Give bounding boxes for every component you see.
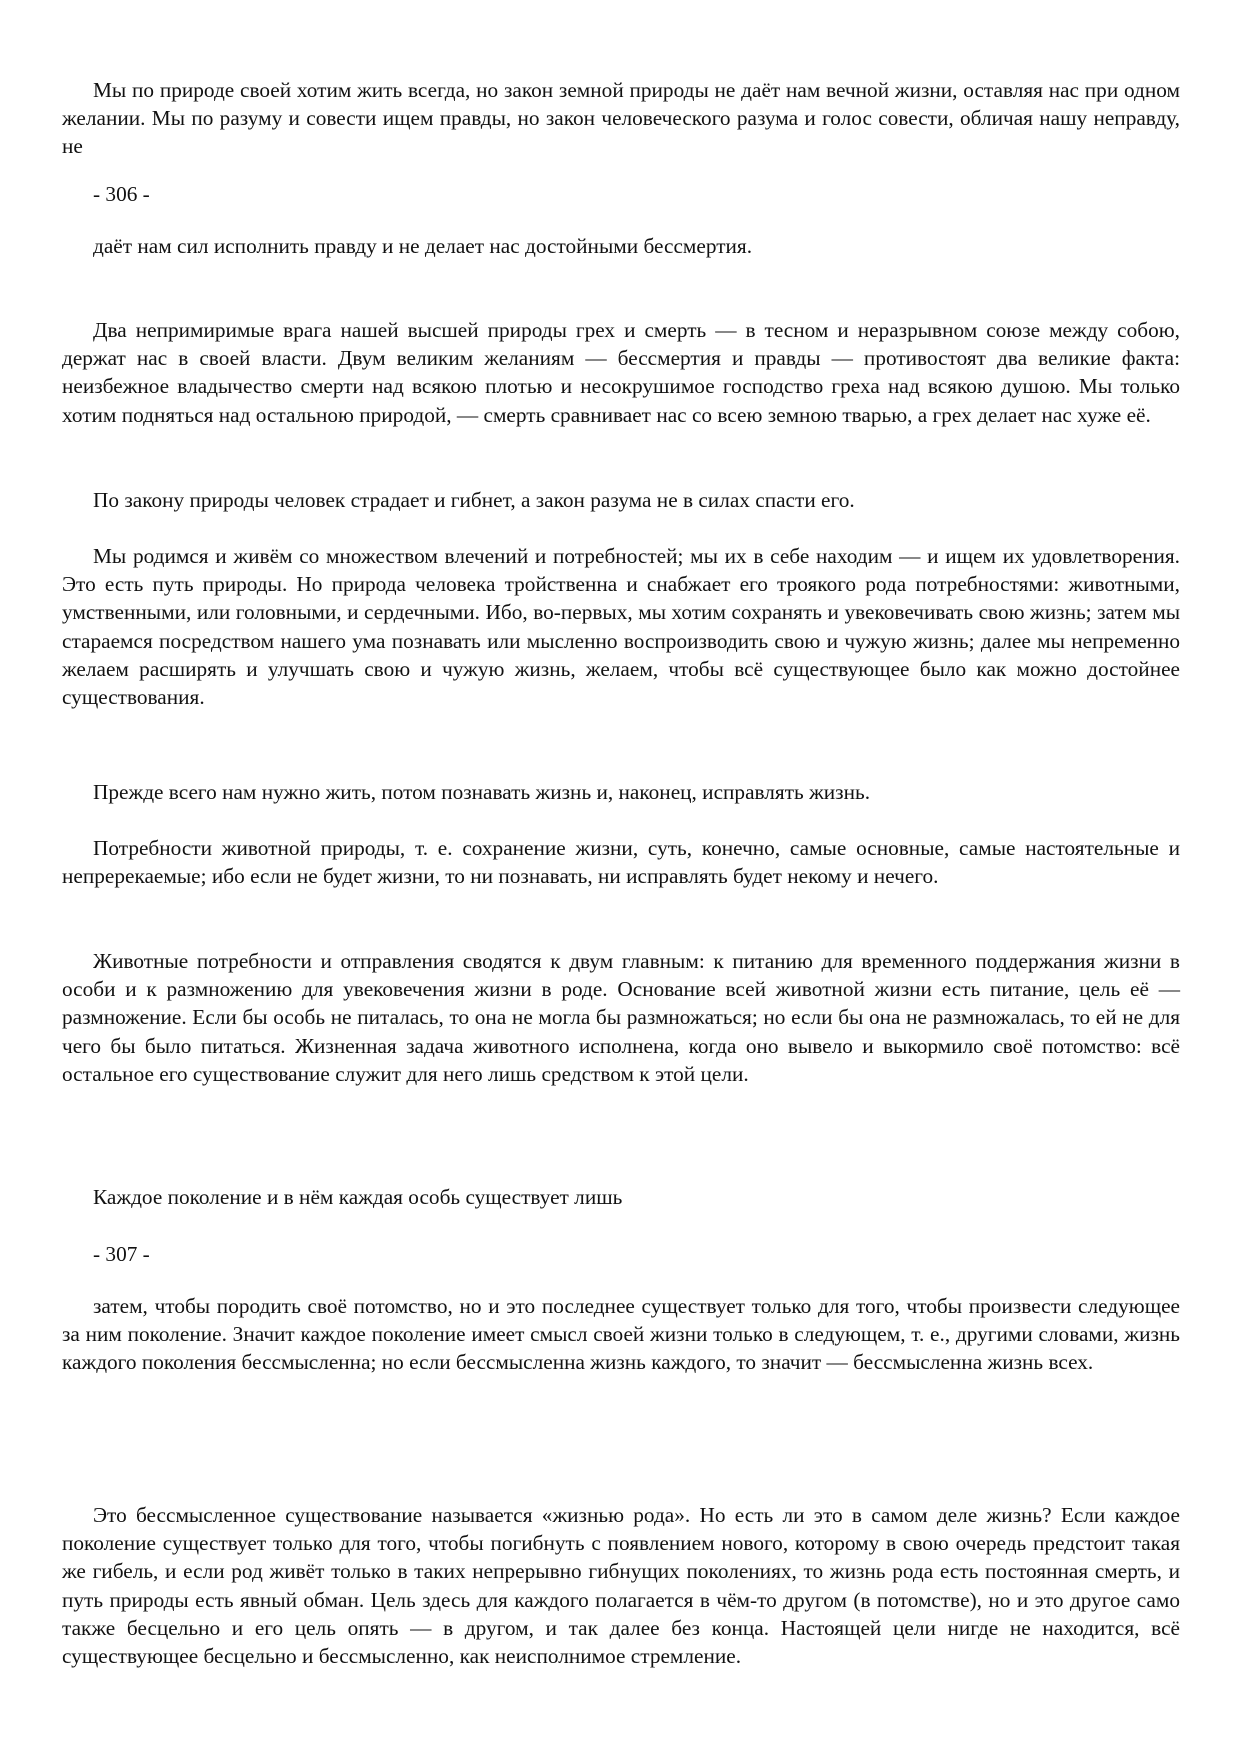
paragraph: Животные потребности и отправления сводятся к двум главным: к питанию для временного поддержания жизни в особи и к размножению для увековечения жизни в роде. Основание всей животной жизни есть питание, цель её — размножение. Если бы особь не питалась, то она не могла бы размножаться; но если бы она не размножалась, то ей не для чего бы было питаться. Жизненная задача животного исполнена, когда оно вывело и выкормило своё потомство: всё остальное его существование служит для него лишь средством к этой цели. <box>62 949 1180 1086</box>
paragraph: Каждое поколение и в нём каждая особь существует лишь <box>93 1185 623 1209</box>
paragraph: Мы родимся и живём со множеством влечений и потребностей; мы их в себе находим — и ищем их удовлетворения. Это есть путь природы. Но природа человека тройственна и снабжает его троякого рода потребностями: животными, умственными, или головными, и сердечными. Ибо, во-первых, мы хотим сохранять и увековечивать свою жизнь; затем мы стараемся посредством нашего ума познавать или мысленно воспроизводить свою и чужую жизнь; далее мы непременно желаем расширять и улучшать свою и чужую жизнь, желаем, чтобы всё существующее было как можно достойнее существования. <box>62 544 1180 710</box>
paragraph: Потребности животной природы, т. е. сохранение жизни, суть, конечно, самые основные, самые настоятельные и непререкаемые; ибо если не будет жизни, то ни познавать, ни исправлять будет некому и нечего. <box>62 836 1180 889</box>
page-number: - 306 - <box>93 182 150 206</box>
paragraph: По закону природы человек страдает и гибнет, а закон разума не в силах спасти его. <box>93 488 855 512</box>
paragraph: затем, чтобы породить своё потомство, но и это последнее существует только для того, чтобы произвести следующее за ним поколение. Значит каждое поколение имеет смысл своей жизни только в следующем, т. е., другими словами, жизнь каждого поколения бессмысленна; но если бессмысленна жизнь каждого, то значит — бессмысленна жизнь всех. <box>62 1294 1180 1375</box>
paragraph: Прежде всего нам нужно жить, потом познавать жизнь и, наконец, исправлять жизнь. <box>93 780 871 804</box>
paragraph: даёт нам сил исполнить правду и не делает нас достойными бессмертия. <box>93 234 753 258</box>
paragraph: Два непримиримые врага нашей высшей природы грех и смерть — в тесном и неразрывном союзе между собою, держат нас в своей власти. Двум великим желаниям — бессмертия и правды — противостоят два великие факта: неизбежное владычество смерти над всякою плотью и несокрушимое господство греха над всякою душою. Мы только хотим подняться над остальною природой, — смерть сравнивает нас со всею земною тварью, а грех делает нас хуже её. <box>62 318 1180 427</box>
paragraph: Мы по природе своей хотим жить всегда, но закон земной природы не даёт нам вечной жизни, оставляя нас при одном желании. Мы по разуму и совести ищем правды, но закон человеческого разума и голос совести, обличая нашу неправду, не <box>62 78 1180 159</box>
paragraph: Это бессмысленное существование называется «жизнью рода». Но есть ли это в самом деле жизнь? Если каждое поколение существует только для того, чтобы погибнуть с появлением нового, которому в свою очередь предстоит такая же гибель, и если род живёт только в таких непрерывно гибнущих поколениях, то жизнь рода есть постоянная смерть, и путь природы есть явный обман. Цель здесь для каждого полагается в чём-то другом (в потомстве), но и это другое само также бесцельно и его цель опять — в другом, и так далее без конца. Настоящей цели нигде не находится, всё существующее бесцельно и бессмысленно, как неисполнимое стремление. <box>62 1503 1180 1669</box>
page-number: - 307 - <box>93 1242 150 1266</box>
